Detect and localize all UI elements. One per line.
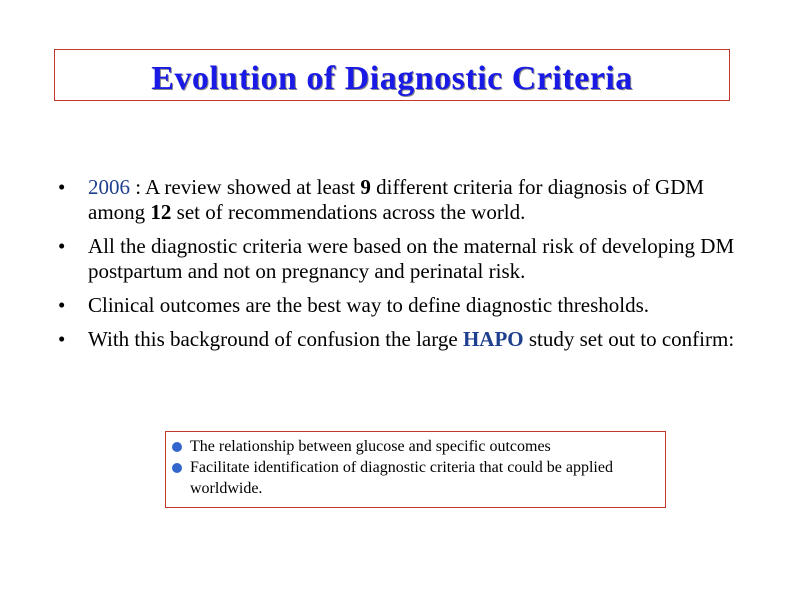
- bullet-text: : A review showed at least: [130, 175, 361, 199]
- bullet-text: Clinical outcomes are the best way to define diagnostic thresholds.: [88, 293, 650, 317]
- list-item: [172, 436, 665, 457]
- bullet-marker: •: [58, 293, 66, 317]
- recommendation-count: 12: [150, 200, 172, 224]
- bullet-text: different criteria for diagnosis of GDM among: [88, 175, 705, 224]
- study-name-highlight: HAPO: [462, 327, 524, 351]
- sub-bullet-box: [165, 431, 666, 508]
- bullet-list: [58, 175, 758, 361]
- criteria-count: 9: [360, 175, 371, 199]
- bullet-marker: •: [58, 327, 66, 351]
- bullet-marker: •: [58, 175, 66, 199]
- title-box: [54, 49, 730, 101]
- page-title: Evolution of Diagnostic Criteria: [151, 60, 633, 97]
- sub-bullet-list: [172, 436, 665, 499]
- list-item: [58, 234, 758, 284]
- bullet-text: All the diagnostic criteria were based on the maternal risk of developing DM postpartum and not on pregnancy and perinatal risk.: [88, 234, 735, 283]
- year-highlight: 2006: [88, 175, 130, 199]
- bullet-text: study set out to confirm:: [523, 327, 735, 351]
- circle-bullet-icon: [172, 442, 182, 452]
- sub-bullet-text: The relationship between glucose and specific outcomes: [190, 438, 551, 455]
- bullet-text: set of recommendations across the world.: [171, 200, 526, 224]
- circle-bullet-icon: [172, 463, 182, 473]
- list-item: [172, 457, 665, 499]
- sub-bullet-text: Facilitate identification of diagnostic criteria that could be applied worldwide.: [190, 459, 613, 497]
- bullet-marker: •: [58, 234, 66, 258]
- list-item: [58, 175, 758, 225]
- list-item: [58, 327, 758, 352]
- bullet-text: With this background of confusion the large: [88, 327, 463, 351]
- list-item: [58, 293, 758, 318]
